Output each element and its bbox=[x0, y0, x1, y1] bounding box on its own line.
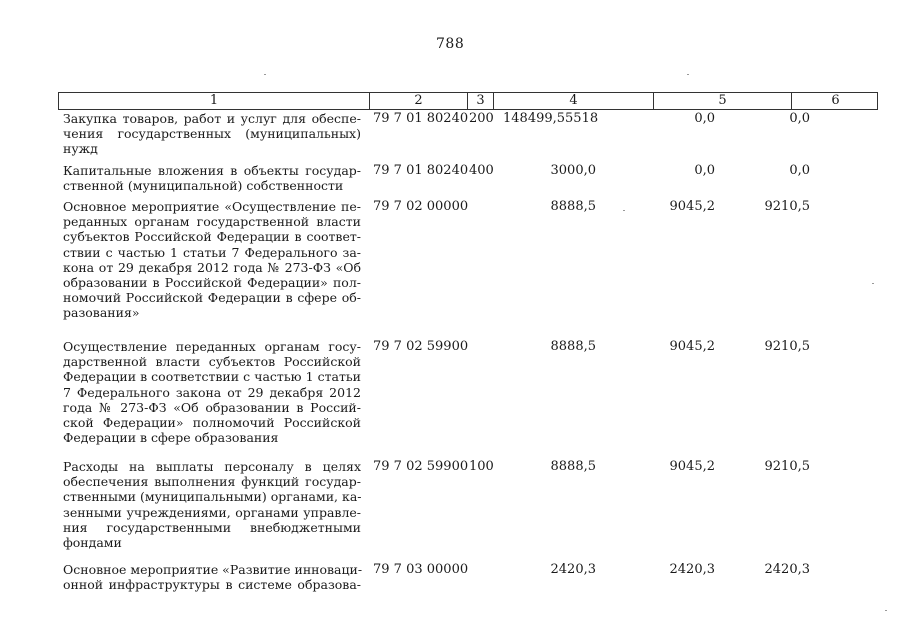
scan-speck bbox=[623, 210, 625, 211]
row-name-line: нужд bbox=[63, 141, 98, 157]
row-col6: 9210,5 bbox=[764, 459, 810, 474]
row-code: 79 7 02 59900 bbox=[373, 459, 469, 474]
row-name-line: Расходы на выплаты персоналу в целях bbox=[63, 459, 361, 474]
row-name-line: года № 273-ФЗ «Об образовании в Россий- bbox=[63, 399, 361, 415]
row-code: 79 7 03 00000 bbox=[373, 562, 469, 577]
row-col5: 0,0 bbox=[694, 111, 715, 126]
row-name-line: образовании в Российской Федерации» пол- bbox=[63, 275, 361, 291]
row-col5: 9045,2 bbox=[669, 199, 715, 214]
row-name bbox=[63, 199, 361, 321]
row-code: 79 7 02 00000 bbox=[373, 199, 469, 214]
row-col4: 8888,5 bbox=[550, 459, 596, 474]
row-col4: 8888,5 bbox=[550, 199, 596, 214]
row-name-line: фондами bbox=[63, 535, 122, 551]
scan-speck bbox=[872, 283, 874, 284]
row-vr: 400 bbox=[469, 163, 494, 178]
row-name-line: обеспечения выполнения функций государ- bbox=[63, 474, 361, 490]
row-col5: 9045,2 bbox=[669, 339, 715, 354]
row-col5: 2420,3 bbox=[669, 562, 715, 577]
row-col4: 2420,3 bbox=[550, 562, 596, 577]
row-name-line: ственными (муниципальными) органами, ка- bbox=[63, 489, 362, 505]
header-cell-6: 6 bbox=[831, 93, 840, 108]
row-name-line: Капитальные вложения в объекты государ- bbox=[63, 163, 361, 178]
row-name-line: онной инфраструктуры в системе образова- bbox=[63, 577, 361, 593]
header-cell-4: 4 bbox=[494, 93, 654, 109]
row-col5: 9045,2 bbox=[669, 459, 715, 474]
row-name-line: чения государственных (муниципальных) bbox=[63, 126, 361, 142]
row-name-line: разования» bbox=[63, 305, 140, 321]
row-code: 79 7 01 80240 bbox=[373, 111, 469, 126]
row-col4: 8888,5 bbox=[550, 339, 596, 354]
row-name-line: дарственной власти субъектов Российской bbox=[63, 354, 361, 370]
row-name-line: Осуществление переданных органам госу- bbox=[63, 339, 361, 354]
row-col4: 3000,0 bbox=[550, 163, 596, 178]
row-col6: 0,0 bbox=[789, 163, 810, 178]
header-cell-5: 5 bbox=[654, 93, 792, 109]
row-name-line: Основное мероприятие «Осуществление пе- bbox=[63, 199, 361, 214]
row-name bbox=[63, 339, 361, 445]
row-col6: 0,0 bbox=[789, 111, 810, 126]
row-name-line: Федерации в соответствии с частью 1 статьи bbox=[63, 369, 361, 385]
row-name bbox=[63, 459, 361, 550]
row-name-line: ствии с частью 1 статьи 7 Федерального за- bbox=[63, 244, 361, 260]
row-col5: 0,0 bbox=[694, 163, 715, 178]
row-col6: 9210,5 bbox=[764, 339, 810, 354]
row-name-line: 7 Федерального закона от 29 декабря 2012 bbox=[63, 384, 361, 400]
row-name-line: Закупка товаров, работ и услуг для обеспе- bbox=[63, 111, 361, 126]
header-cell-3: 3 bbox=[468, 93, 494, 109]
row-vr: 200 bbox=[469, 111, 494, 126]
page-number: 788 bbox=[436, 36, 465, 52]
row-name-line: реданных органам государственной власти bbox=[63, 214, 361, 230]
table-header-row bbox=[58, 92, 878, 110]
scan-speck bbox=[885, 610, 887, 611]
row-name-line: кона от 29 декабря 2012 года № 273-ФЗ «Об bbox=[63, 259, 361, 275]
row-col4: 148499,55518 bbox=[503, 111, 599, 126]
row-vr: 100 bbox=[469, 459, 494, 474]
row-code: 79 7 01 80240 bbox=[373, 163, 469, 178]
row-name-line: номочий Российской Федерации в сфере об- bbox=[63, 290, 361, 306]
row-name bbox=[63, 562, 361, 592]
header-cell-2: 2 bbox=[370, 93, 468, 109]
row-name bbox=[63, 111, 361, 157]
row-name-line: зенными учреждениями, органами управле- bbox=[63, 504, 361, 520]
row-name-line: субъектов Российской Федерации в соответ- bbox=[63, 229, 361, 245]
row-name-line: Основное мероприятие «Развитие инноваци- bbox=[63, 562, 363, 577]
scan-speck bbox=[264, 74, 266, 75]
row-name-line: Федерации в сфере образования bbox=[63, 430, 279, 446]
row-code: 79 7 02 59900 bbox=[373, 339, 469, 354]
scan-speck bbox=[687, 74, 689, 75]
row-name-line: ственной (муниципальной) собственности bbox=[63, 178, 344, 194]
row-name bbox=[63, 163, 361, 193]
row-name-line: ской Федерации» полномочий Российской bbox=[63, 415, 361, 431]
row-col6: 2420,3 bbox=[764, 562, 810, 577]
header-cell-1: 1 bbox=[59, 93, 370, 109]
row-name-line: ния государственными внебюджетными bbox=[63, 519, 361, 535]
row-col6: 9210,5 bbox=[764, 199, 810, 214]
